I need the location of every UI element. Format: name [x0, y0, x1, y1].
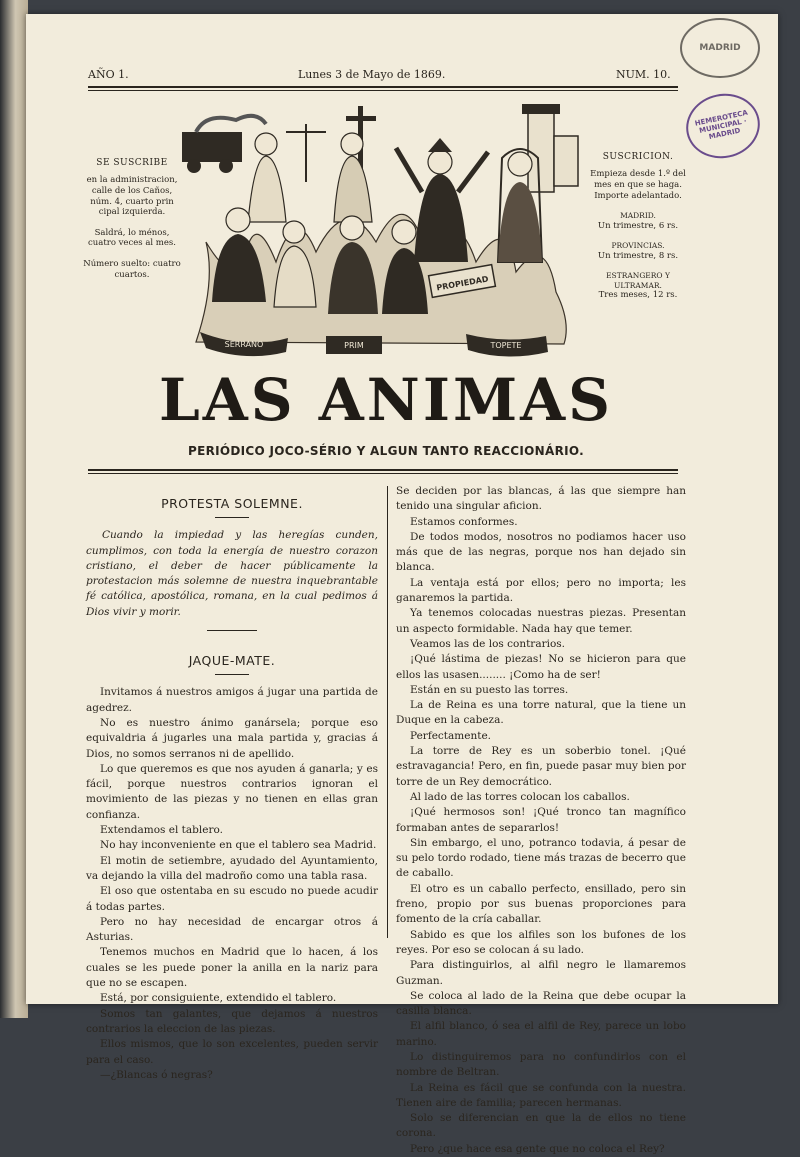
- abroad-price: Tres meses, 12 rs.: [598, 289, 678, 300]
- masthead-illustration: [176, 92, 584, 362]
- article-paragraph: La Reina es fácil que se confunda con la nuestra. Tienen aire de familia; parecen hermanas.: [396, 1081, 686, 1109]
- article-paragraph: Somos tan galantes, que dejamos á nuestros contrarios la eleccion de las piezas.: [86, 1007, 378, 1035]
- heading-divider: [215, 517, 249, 518]
- protesta-heading: PROTESTA SOLEMNE.: [161, 496, 303, 511]
- smoke-icon: [196, 116, 266, 132]
- article-paragraph: El oso que ostentaba en su escudo no puede acudir á todas partes.: [86, 885, 378, 913]
- article-paragraph: El alfil blanco, ó sea el alfil de Rey, parece un lobo marino.: [396, 1020, 686, 1048]
- article-paragraph: Tenemos muchos en Madrid que lo hacen, á los cuales se les puede poner la anilla en la nariz para que no se escapen.: [86, 946, 378, 990]
- figure-with-caduceus: [274, 221, 316, 307]
- article-paragraph: Pero ¿que hace esa gente que no coloca el Rey?: [410, 1142, 665, 1155]
- article-paragraph: Está, por consiguiente, extendido el tablero.: [100, 992, 337, 1005]
- subscription-left: [82, 158, 182, 290]
- masthead-info-bar: [88, 68, 678, 86]
- article-paragraph: Se coloca al lado de la Reina que debe ocupar la casilla blanca.: [396, 989, 686, 1018]
- column-divider: [387, 486, 388, 938]
- protesta-text: Cuando la impiedad y las heregías cunden, cumplimos, con toda la energía de nuestro corazon cristiano, el deber de hacer públicamente la protestacion más solemne de nuestra inquebrantable fé católica, apostólica, romana, en la cual pedimos á Dios vivir y morir.: [86, 529, 378, 618]
- article-paragraph: Ya tenemos colocadas nuestras piezas. Presentan un aspecto formidable. Nada hay que temer.: [396, 607, 686, 635]
- church-tower-top-icon: [522, 104, 560, 114]
- train-wheel-icon: [219, 159, 233, 173]
- subscription-right-heading: SUSCRICION.: [602, 152, 674, 162]
- article-paragraph: El otro es un caballo perfecto, ensillado, pero sin freno, propio por sus buenas proporciones para fomento de la cría caballar.: [396, 882, 686, 926]
- madrid-label: MADRID.: [620, 211, 656, 221]
- madrid-price: Un trimestre, 6 rs.: [597, 220, 679, 231]
- masthead-rule-thin: [88, 90, 678, 91]
- article-paragraph: Están en su puesto las torres.: [410, 683, 569, 696]
- banner-left-text: SERRANO: [224, 340, 264, 349]
- article-paragraph: La torre de Rey es un soberbio tonel. ¡Qué estravagancia! Pero, en fin, puede pasar muy bien por torre de un Rey democrático.: [396, 745, 686, 788]
- single-issue-price: Número suelto: cuatro cuartos.: [83, 259, 181, 280]
- article-paragraph: Sin embargo, el uno, potranco todavia, á pesar de su pelo tordo rodado, tiene más trazas de becerro que de caballo.: [396, 836, 686, 880]
- train-wheel-icon: [187, 159, 201, 173]
- issue-year: AÑO 1.: [88, 68, 129, 81]
- book-binding: [0, 0, 28, 1018]
- section-divider: [207, 630, 257, 631]
- article-paragraph: La ventaja está por ellos; pero no importa; les ganaremos la partida.: [396, 576, 686, 605]
- subscription-left-heading: SE SUSCRIBE: [96, 158, 168, 168]
- article-paragraph: No hay inconveniente en que el tablero sea Madrid.: [100, 839, 377, 852]
- article-paragraph: La de Reina es una torre natural, que la tiene un Duque en la cabeza.: [396, 699, 686, 727]
- article-paragraph: Estamos conformes.: [410, 515, 518, 528]
- issue-date: Lunes 3 de Mayo de 1869.: [298, 68, 446, 81]
- newspaper-title: LAS ANIMAS: [158, 366, 614, 434]
- provinces-label: PROVINCIAS.: [611, 241, 665, 251]
- woman-figure: [248, 133, 286, 222]
- article-paragraph: Pero no hay necesidad de encargar otros á Asturias.: [86, 915, 378, 944]
- soldier-figure: [334, 133, 372, 222]
- publication-frequency: Saldrá, lo ménos, cuatro veces al mes.: [88, 227, 176, 249]
- article-paragraph: Lo que queremos es que nos ayuden á ganarla; y es fácil, porque nuestros contrarios ignoran el movimiento de las piezas y no tienen en ellas gran confianza.: [86, 762, 378, 821]
- article-paragraph: El motin de setiembre, ayudado del Ayuntamiento, va dejando la villa del madroño como una tabla rasa.: [86, 854, 378, 882]
- book-label: PROPIEDAD: [435, 274, 490, 293]
- masthead-rule: [88, 86, 678, 88]
- banner-center-text: PRIM: [344, 341, 364, 350]
- title-rule: [88, 469, 678, 471]
- article-paragraph: Veamos las de los contrarios.: [410, 637, 566, 650]
- title-rule-thin: [88, 473, 678, 474]
- article-paragraph: De todos modos, nosotros no podiamos hacer uso más que de las negras, porque nos han dejado sin blanca.: [396, 530, 686, 574]
- article-paragraph: Lo distinguiremos para no confundirlos con el nombre de Beltran.: [396, 1050, 686, 1079]
- issue-number: NUM. 10.: [616, 68, 671, 81]
- article-paragraph: Al lado de las torres colocan los caballos.: [410, 790, 630, 803]
- article-paragraph: Sabido es que los alfiles son los bufones de los reyes. Por eso se colocan á su lado.: [396, 928, 686, 956]
- article-paragraph: ¡Qué lástima de piezas! No se hicieron para que ellos las usasen........ ¡Como ha de ser!: [396, 653, 686, 681]
- article-paragraph: Invitamos á nuestros amigos á jugar una partida de agedrez.: [86, 686, 378, 714]
- subscription-right: [588, 152, 688, 311]
- library-stamp: MADRID: [680, 18, 760, 78]
- jaque-mate-heading: JAQUE-MATE.: [188, 653, 276, 669]
- subscription-intro: Empieza desde 1.º del mes en que se haga. Importe adelantado.: [590, 169, 686, 201]
- train-icon: [182, 132, 242, 162]
- hemeroteca-stamp: HEMEROTECA MUNICIPAL · MADRID: [680, 87, 766, 165]
- heading-divider: [215, 674, 249, 675]
- article-paragraph: Extendamos el tablero.: [100, 824, 223, 837]
- right-column: [396, 484, 686, 1157]
- article-paragraph: ¡Qué hermosos son! ¡Qué tronco tan magnífico formaban antes de separarlos!: [396, 806, 686, 834]
- article-paragraph: Solo se diferencian en que la de ellos no tiene corona.: [396, 1112, 686, 1140]
- article-paragraph: Perfectamente.: [410, 729, 491, 742]
- subscription-address: en la administracion, calle de los Caños, núm. 4, cuarto prin cipal izquierda.: [86, 175, 178, 218]
- abroad-label: ESTRANGERO Y ULTRAMAR.: [606, 271, 670, 290]
- left-column: [86, 484, 378, 1083]
- banner-right-text: TOPETE: [490, 341, 522, 350]
- newspaper-page: [26, 14, 778, 1155]
- article-paragraph: Se deciden por las blancas, á las que siempre han tenido una singular aficion.: [396, 485, 686, 513]
- article-paragraph: Para distinguirlos, al alfil negro le llamaremos Guzman.: [396, 959, 686, 987]
- church-building-icon: [554, 136, 578, 186]
- cross-bar-icon: [346, 116, 376, 121]
- article-paragraph: No es nuestro ánimo ganársela; porque eso equivaldria á jugarles una mala partida y, gracias á Dios, no somos serranos ni de apellido.: [86, 716, 378, 760]
- newspaper-subtitle: PERIÓDICO JOCO-SÉRIO Y ALGUN TANTO REACCIONÁRIO.: [187, 444, 584, 458]
- provinces-price: Un trimestre, 8 rs.: [597, 250, 679, 261]
- article-paragraph: Ellos mismos, que lo son excelentes, pueden servir para el caso.: [86, 1038, 378, 1066]
- article-paragraph: —¿Blancas ó negras?: [100, 1068, 213, 1081]
